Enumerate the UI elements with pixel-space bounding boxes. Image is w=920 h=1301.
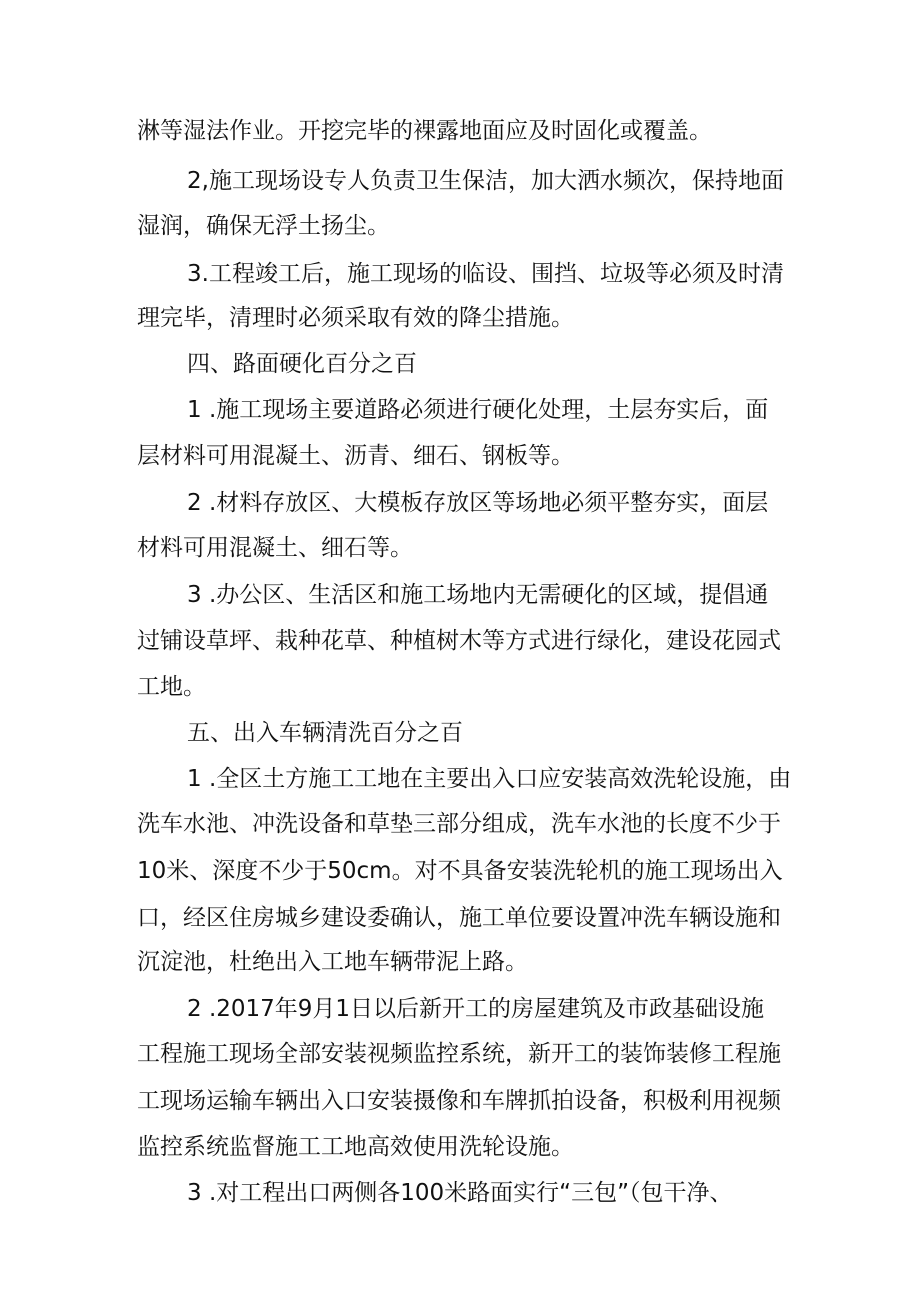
text-line: 工地。 [137,674,206,700]
text-line: 监控系统监督施工工地高效使用洗轮设施。 [137,1134,574,1160]
text-line: 2 .材料存放区、大模板存放区等场地必须平整夯实，面层 [187,490,769,516]
text-line: 层材料可用混凝土、沥青、细石、钢板等。 [137,443,574,469]
text-line: 工现场运输车辆出入口安装摄像和车牌抓拍设备，积极利用视频 [137,1088,781,1114]
text-line: 口，经区住房城乡建设委确认，施工单位要设置冲洗车辆设施和 [137,905,781,931]
text-line: 淋等湿法作业。开挖完毕的裸露地面应及时固化或覆盖。 [137,118,712,144]
text-line: 3 .办公区、生活区和施工场地内无需硬化的区域，提倡通 [187,582,769,608]
text-line: 湿润，确保无浮土扬尘。 [137,213,390,239]
text-line: 2,施工现场设专人负责卫生保洁，加大洒水频次，保持地面 [187,168,784,194]
text-line: 1 .施工现场主要道路必须进行硬化处理，土层夯实后，面 [187,397,769,423]
text-line: 沉淀池，杜绝出入工地车辆带泥上路。 [137,949,528,975]
section-heading: 五、出入车辆清洗百分之百 [187,720,463,746]
text-line: 2 .2017年9月1日以后新开工的房屋建筑及市政基础设施 [187,996,765,1022]
text-line: 工程施工现场全部安装视频监控系统，新开工的装饰装修工程施 [137,1041,781,1067]
text-line: 3 .对工程出口两侧各100米路面实行“三包”（包干净、 [187,1180,733,1206]
text-line: 洗车水池、冲洗设备和草垫三部分组成，洗车水池的长度不少于 [137,811,781,837]
text-line: 1 .全区土方施工工地在主要出入口应安装高效洗轮设施，由 [187,766,792,792]
text-line: 过铺设草坪、栽种花草、种植树木等方式进行绿化，建设花园式 [137,628,781,654]
text-line: 10米、深度不少于50cm。对不具备安装洗轮机的施工现场出入 [137,858,783,884]
text-line: 3.工程竣工后，施工现场的临设、围挡、垃圾等必须及时清 [187,261,784,287]
text-line: 材料可用混凝土、细石等。 [137,535,413,561]
text-line: 理完毕，清理时必须采取有效的降尘措施。 [137,305,574,331]
section-heading: 四、路面硬化百分之百 [187,351,417,377]
